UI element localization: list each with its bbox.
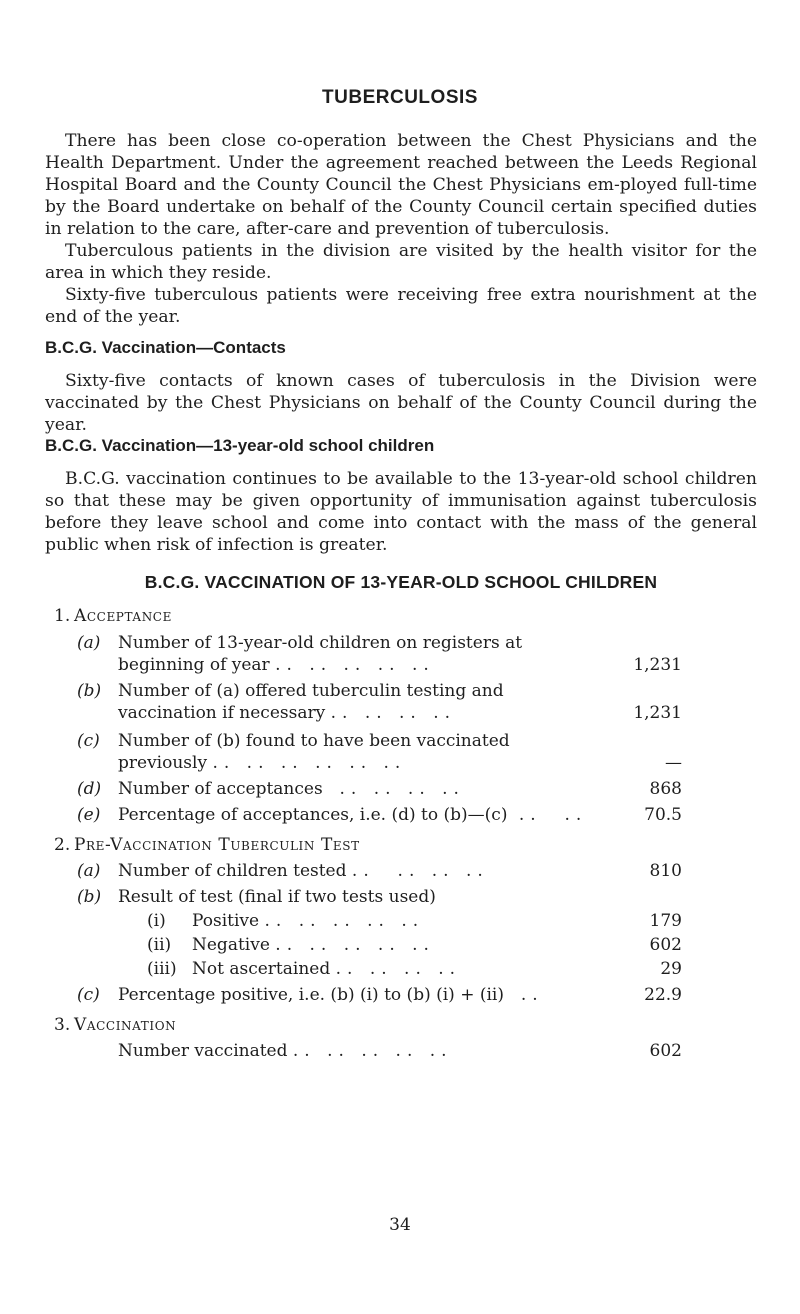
item-value: 1,231 [633,655,682,675]
item-letter: (c) [77,985,100,1005]
item-letter: (b) [77,681,102,701]
school-paragraph: B.C.G. vaccination continues to be available to the 13-year-old school children so that these may be given opportunity of immunisation against tuberculosis before they leave school and come into contact with the mass of the general public when risk of infection is greater. [45,469,757,555]
item-value: — [665,753,682,773]
item-text: Result of test (final if two tests used) [118,887,436,907]
sub-item-number: (i) [147,911,166,931]
sub-item-text: Negative .. .. .. .. .. [192,935,435,955]
item-value: 1,231 [633,703,682,723]
item-value: 179 [649,911,682,931]
item-letter: (c) [77,731,100,751]
visits-paragraph: Tuberculous patients in the division are visited by the health visitor for the area in which they reside. [45,241,757,283]
item-text: Percentage positive, i.e. (b) (i) to (b) (i) + (ii) .. [118,985,544,1005]
item-value: 70.5 [644,805,682,825]
item-value: 868 [649,779,682,799]
item-text-continued: previously .. .. .. .. .. .. [118,753,407,773]
section-number: 2. [54,835,71,855]
table-title: B.C.G. VACCINATION OF 13-YEAR-OLD SCHOOL CHILDREN [144,572,658,592]
item-text: Number vaccinated .. .. .. .. .. [118,1041,453,1061]
contacts-paragraph: Sixty-five contacts of known cases of tuberculosis in the Division were vaccinated by the Chest Physicians on behalf of the County Council during the year. [45,371,757,435]
item-letter: (a) [77,861,101,881]
item-text-continued: beginning of year .. .. .. .. .. [118,655,435,675]
page-title: TUBERCULOSIS [322,87,478,108]
section-number: 3. [54,1015,71,1035]
item-letter: (a) [77,633,101,653]
item-letter: (e) [77,805,101,825]
item-value: 602 [649,1041,682,1061]
item-text: Number of 13-year-old children on registers at [118,633,523,653]
section-label-vaccination: Vaccination [74,1015,177,1035]
item-value: 602 [649,935,682,955]
item-text: Number of (a) offered tuberculin testing and [118,681,504,701]
nourishment-paragraph: Sixty-five tuberculous patients were receiving free extra nourishment at the end of the year. [45,285,757,327]
item-text: Percentage of acceptances, i.e. (d) to (b)—(c) .. .. [118,805,588,825]
item-value: 810 [649,861,682,881]
item-value: 22.9 [644,985,682,1005]
page-number: 34 [389,1215,411,1235]
contacts-heading: B.C.G. Vaccination—Contacts [45,338,286,357]
school-heading: B.C.G. Vaccination—13-year-old school children [45,436,435,455]
sub-item-number: (ii) [147,935,172,955]
section-label-acceptance: Acceptance [74,606,172,626]
sub-item-text: Not ascertained .. .. .. .. [192,959,462,979]
sub-item-number: (iii) [147,959,177,979]
item-text: Number of acceptances .. .. .. .. [118,779,465,799]
item-text: Number of (b) found to have been vaccinated [118,731,510,751]
section-number: 1. [54,606,71,626]
sub-item-text: Positive .. .. .. .. .. [192,911,425,931]
intro-paragraph: There has been close co-operation between the Chest Physicians and the Health Department. Under the agreement reached between the Leeds Regional Hospital Board and the County Council the Chest Physicians em-ployed full-time by the Board undertake on behalf of the County Council certain specified duties in relation to the care, after-care and prevention of tuberculosis. [45,131,757,239]
item-letter: (b) [77,887,102,907]
item-letter: (d) [77,779,102,799]
section-label-pre-vaccination: Pre-Vaccination Tuberculin Test [74,835,360,855]
item-text-continued: vaccination if necessary .. .. .. .. [118,703,457,723]
item-value: 29 [660,959,682,979]
item-text: Number of children tested .. .. .. .. [118,861,489,881]
